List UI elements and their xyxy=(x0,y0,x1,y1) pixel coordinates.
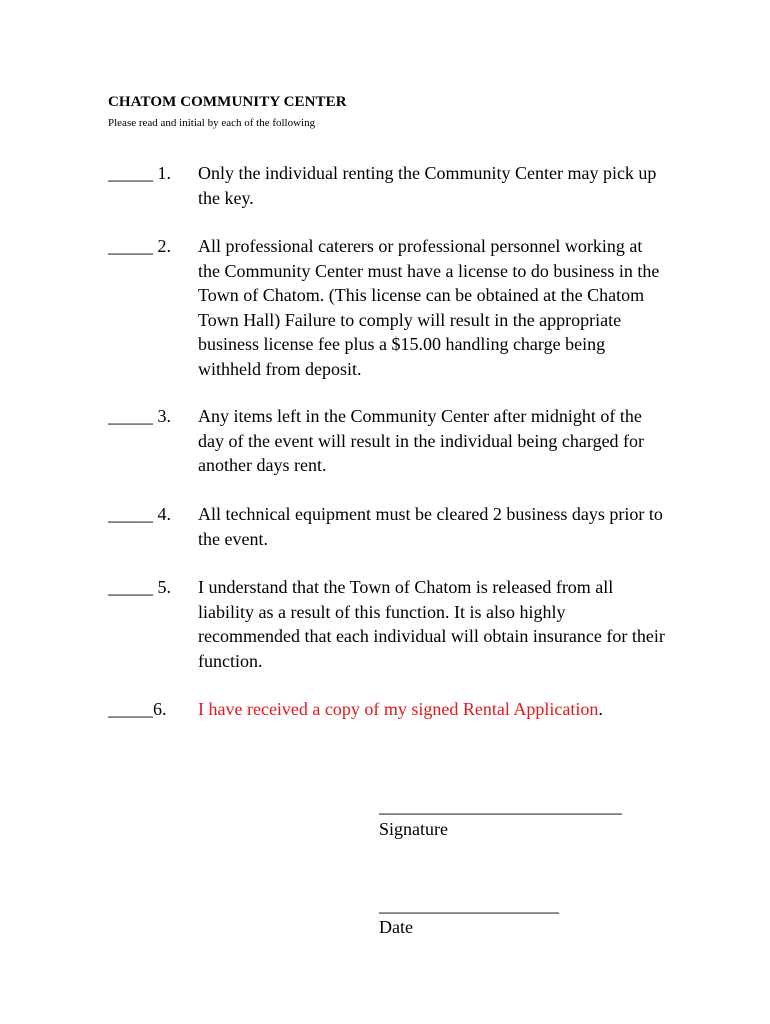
signature-label: Signature xyxy=(379,819,448,839)
item-text-4: All technical equipment must be cleared 2 business days prior to the event. xyxy=(198,504,663,549)
list-item xyxy=(108,161,668,210)
list-item xyxy=(108,502,668,551)
initial-blank-6[interactable]: _____6. xyxy=(108,699,167,719)
item-text-1: Only the individual renting the Community Center may pick up the key. xyxy=(198,163,657,208)
list-item xyxy=(108,697,668,722)
initial-blank-1[interactable]: _____ 1. xyxy=(108,163,171,183)
date-label: Date xyxy=(379,917,413,937)
document-title: CHATOM COMMUNITY CENTER xyxy=(108,94,347,110)
list-item xyxy=(108,575,668,673)
initial-blank-4[interactable]: _____ 4. xyxy=(108,504,171,524)
initial-blank-3[interactable]: _____ 3. xyxy=(108,406,171,426)
initial-blank-2[interactable]: _____ 2. xyxy=(108,236,171,256)
list-item xyxy=(108,234,668,381)
item-text-6-red: I have received a copy of my signed Rental Application xyxy=(198,699,599,719)
list-item xyxy=(108,404,668,478)
item-text-6-period: . xyxy=(598,699,603,719)
item-text-5: I understand that the Town of Chatom is released from all liability as a result of this function. It is also highly recommended that each individual will obtain insurance for their function. xyxy=(198,577,665,671)
document-subtitle: Please read and initial by each of the following xyxy=(108,117,316,129)
date-line[interactable]: ____________________ xyxy=(379,895,559,915)
item-text-3: Any items left in the Community Center after midnight of the day of the event will result in the individual being charged for another days rent. xyxy=(198,406,645,475)
item-text-6 xyxy=(198,697,668,722)
signature-line[interactable]: ___________________________ xyxy=(379,796,622,816)
item-text-2: All professional caterers or professional personnel working at the Community Center must have a license to do business in the Town of Chatom. (This license can be obtained at the Chatom Town Hall) Failure to comply will result in the appropriate business license fee plus a $15.00 handling charge being withheld from deposit. xyxy=(198,236,660,379)
initial-blank-5[interactable]: _____ 5. xyxy=(108,577,171,597)
